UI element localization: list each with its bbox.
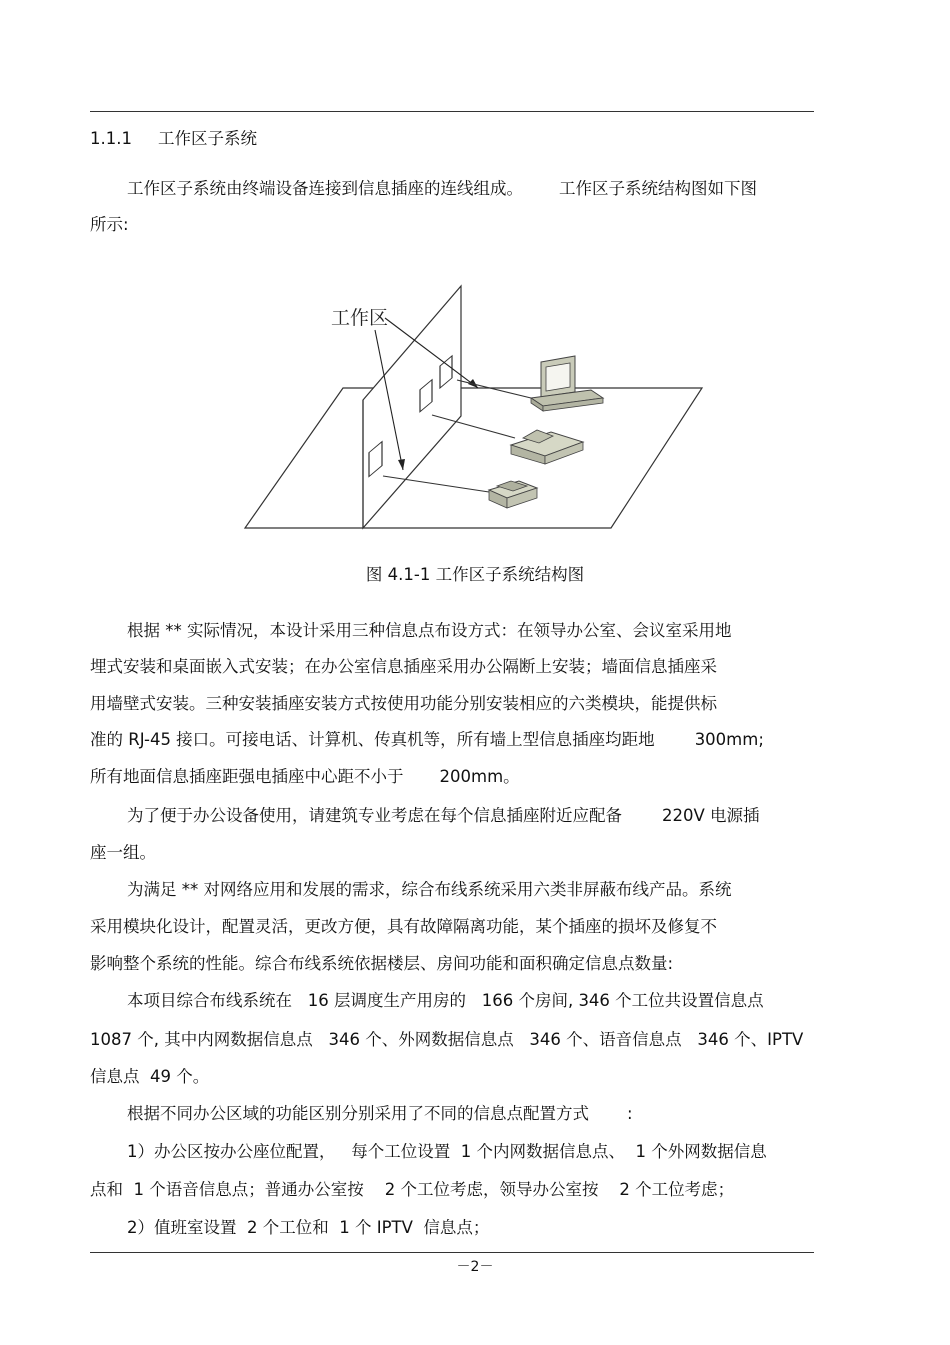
p2-line-1-text: 为了便于办公设备使用，请建筑专业考虑在每个信息插座附近应配备	[127, 806, 622, 825]
p1-line-3: 用墙壁式安装。三种安装插座安装方式按使用功能分别安装相应的六类模块，能提供标	[90, 694, 717, 713]
p1-line-2: 埋式安装和桌面嵌入式安装；在办公室信息插座采用办公隔断上安装；墙面信息插座采	[90, 657, 717, 676]
p3-line-2: 采用模块化设计，配置灵活，更改方便，具有故障隔离功能，某个插座的损坏及修复不	[90, 917, 717, 936]
p2-line-2: 座一组。	[90, 843, 156, 862]
p1-line-4-text: 准的 RJ-45 接口。可接电话、计算机、传真机等，所有墙上型信息插座均距地	[90, 730, 655, 749]
p2-line-1-value: 220V 电源插	[662, 806, 760, 825]
section-title: 工作区子系统	[158, 129, 257, 148]
p4-line-3: 信息点 49 个。	[90, 1067, 210, 1086]
item1-line-2: 点和 1 个语音信息点；普通办公室按 2 个工位考虑，领导办公室按 2 个工位考虑；	[90, 1180, 735, 1199]
footer-rule	[90, 1252, 814, 1253]
p1-line-5-text: 所有地面信息插座距强电插座中心距不小于	[90, 767, 404, 786]
intro-text-b: 工作区子系统结构图如下图	[559, 179, 757, 198]
header-rule	[90, 111, 814, 112]
item2-line: 2）值班室设置 2 个工位和 1 个 IPTV 信息点；	[127, 1218, 490, 1237]
item1-line-1: 1）办公区按办公座位配置， 每个工位设置 1 个内网数据信息点、 1 个外网数据信息	[127, 1142, 767, 1161]
p1-line-1: 根据 ** 实际情况，本设计采用三种信息点布设方式：在领导办公室、会议室采用地	[127, 621, 732, 640]
p1-line-4-value: 300mm;	[694, 730, 764, 749]
work-area-label: 工作区	[331, 307, 389, 329]
p1-line-4	[90, 729, 764, 751]
p5-line	[127, 1103, 633, 1125]
intro-line-1	[127, 178, 757, 200]
figure-caption: 图 4.1-1 工作区子系统结构图	[365, 565, 585, 584]
p3-line-3: 影响整个系统的性能。综合布线系统依据楼层、房间功能和面积确定信息点数量:	[90, 954, 674, 973]
intro-text-a: 工作区子系统由终端设备连接到信息插座的连线组成。	[127, 179, 523, 198]
computer-icon	[531, 356, 603, 411]
page-number: －2－	[456, 1259, 494, 1275]
section-heading	[90, 128, 257, 150]
intro-line-2: 所示:	[90, 215, 129, 234]
p2-line-1	[127, 805, 760, 827]
section-number: 1.1.1	[90, 129, 132, 148]
p1-line-5-value: 200mm。	[439, 767, 520, 786]
p5-text: 根据不同办公区域的功能区别分别采用了不同的信息点配置方式	[127, 1104, 589, 1123]
p4-line-2: 1087 个, 其中内网数据信息点 346 个、外网数据信息点 346 个、语音信息点 346 个、IPTV	[90, 1030, 804, 1049]
p3-line-1: 为满足 ** 对网络应用和发展的需求，综合布线系统采用六类非屏蔽布线产品。系统	[127, 880, 732, 899]
work-area-diagram	[235, 280, 710, 535]
p4-line-1: 本项目综合布线系统在 16 层调度生产用房的 166 个房间, 346 个工位共设置信息点	[127, 991, 764, 1010]
floor-plane	[245, 388, 702, 528]
p1-line-5	[90, 766, 520, 788]
p5-colon: :	[627, 1104, 633, 1123]
